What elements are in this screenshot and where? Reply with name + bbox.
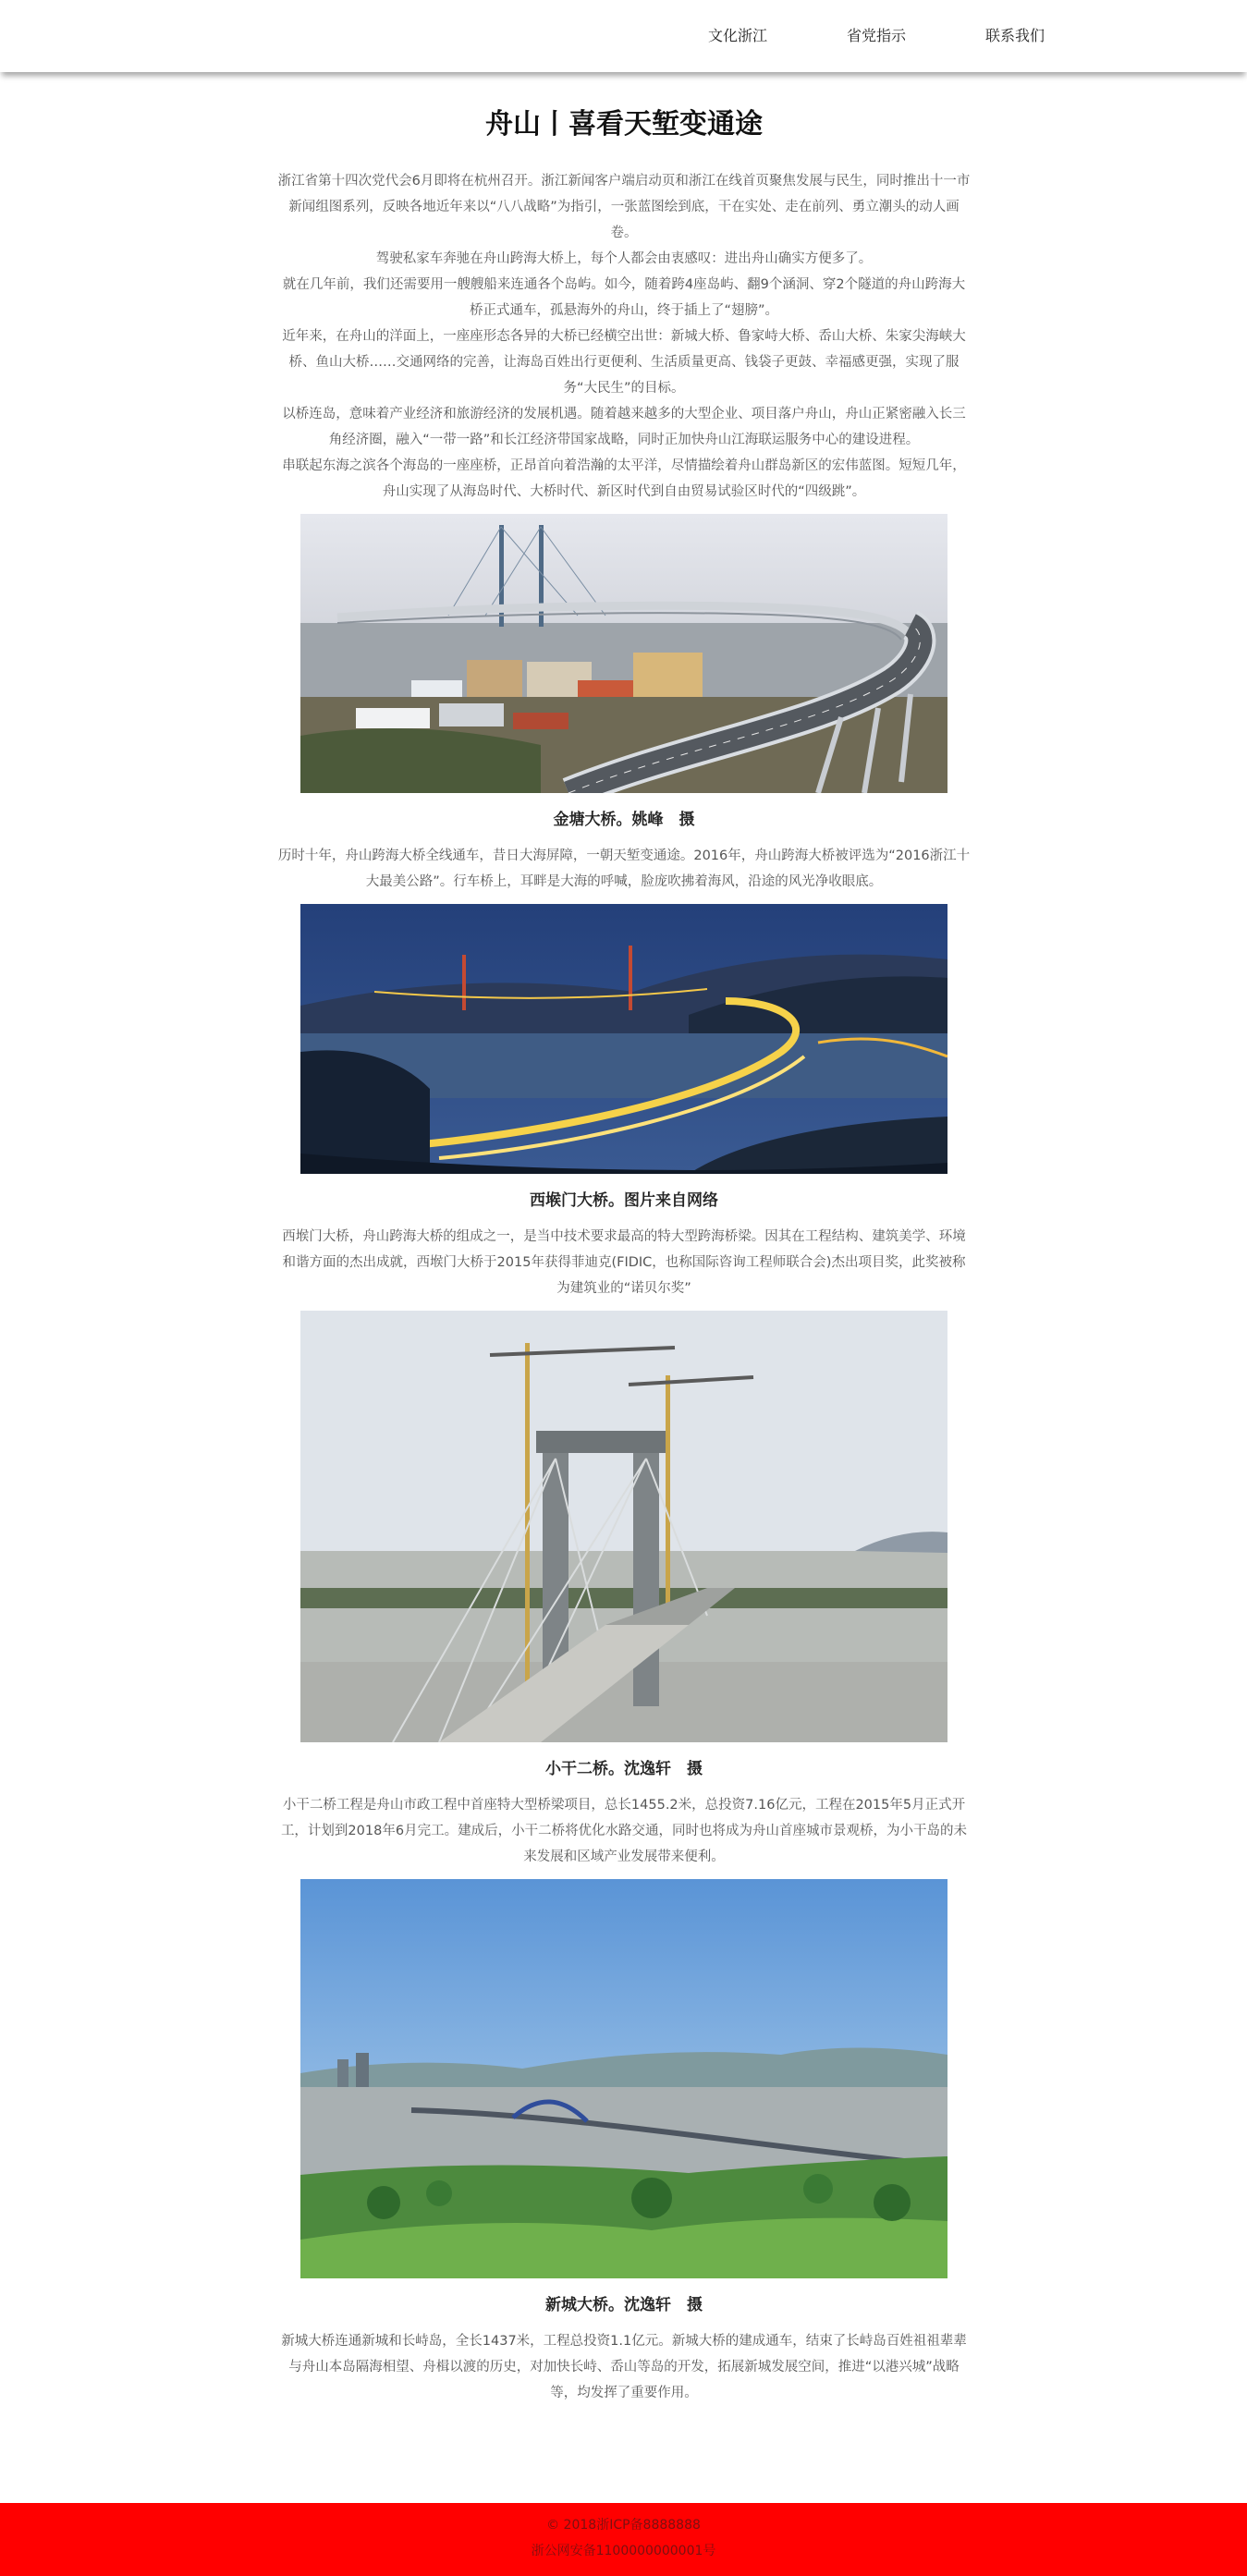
photo-jintang-bridge (300, 514, 947, 793)
page-footer (0, 2503, 1247, 2576)
footer-police-record: 浙公网安备1100000000001号 (531, 2544, 716, 2558)
intro-paragraph: 浙江省第十四次党代会6月即将在杭州召开。浙江新闻客户端启动页和浙江在线首页聚焦发展与民生，同时推出十一市新闻组图系列，反映各地近年来以“八八战略”为指引，一张蓝图绘到底，干在实处、走在前列、勇立潮头的动人画卷。 (277, 174, 971, 240)
section-paragraph: 西堠门大桥，舟山跨海大桥的组成之一，是当中技术要求最高的特大型跨海桥梁。因其在工程结构、建筑美学、环境和谐方面的杰出成就，西堠门大桥于2015年获得菲迪克(FIDIC，也称国际咨询工程师联合会)杰出项目奖，此奖被称为建筑业的“诺贝尔奖” (282, 1229, 966, 1296)
photo-xincheng-bridge (300, 1879, 947, 2278)
nav-link-culture[interactable]: 文化浙江 (708, 27, 768, 44)
intro-paragraph: 驾驶私家车奔驰在舟山跨海大桥上，每个人都会由衷感叹：进出舟山确实方便多了。 (375, 251, 873, 266)
section-paragraph: 小干二桥工程是舟山市政工程中首座特大型桥梁项目，总长1455.2米，总投资7.16亿元，工程在2015年5月正式开工，计划到2018年6月完工。建成后，小干二桥将优化水路交通，同时也将成为舟山首座城市景观桥，为小干岛的未来发展和区域产业发展带来便利。 (280, 1798, 968, 1864)
photo-caption: 西堠门大桥。图片来自网络 (530, 1191, 718, 1210)
photo-caption: 小干二桥。沈逸轩 摄 (545, 1760, 703, 1778)
photo-caption: 新城大桥。沈逸轩 摄 (545, 2296, 703, 2314)
footer-icp: © 2018浙ICP备8888888 (546, 2518, 701, 2533)
intro-paragraph: 以桥连岛，意味着产业经济和旅游经济的发展机遇。随着越来越多的大型企业、项目落户舟山，舟山正紧密融入长三角经济圈，融入“一带一路”和长江经济带国家战略，同时正加快舟山江海联运服务中心的建设进程。 (282, 407, 966, 447)
photo-xihoumen-bridge (300, 904, 947, 1174)
photo-caption: 金塘大桥。姚峰 摄 (553, 811, 695, 829)
article (277, 102, 971, 2406)
nav-link-contact[interactable]: 联系我们 (985, 27, 1045, 44)
article-intro (277, 168, 971, 505)
photo-xiaogan-bridge (300, 1311, 947, 1742)
intro-paragraph: 就在几年前，我们还需要用一艘艘船来连通各个岛屿。如今，随着跨4座岛屿、翻9个涵洞、穿2个隧道的舟山跨海大桥正式通车，孤悬海外的舟山，终于插上了“翅膀”。 (282, 277, 966, 318)
top-navbar (0, 0, 1247, 72)
section-paragraph: 新城大桥连通新城和长峙岛，全长1437米，工程总投资1.1亿元。新城大桥的建成通车，结束了长峙岛百姓祖祖辈辈与舟山本岛隔海相望、舟楫以渡的历史，对加快长峙、岙山等岛的开发，拓展新城发展空间，推进“以港兴城”战略等，均发挥了重要作用。 (281, 2334, 967, 2400)
intro-paragraph: 近年来，在舟山的洋面上，一座座形态各异的大桥已经横空出世：新城大桥、鲁家峙大桥、岙山大桥、朱家尖海峡大桥、鱼山大桥……交通网络的完善，让海岛百姓出行更便利、生活质量更高、钱袋子更鼓、幸福感更强，实现了服务“大民生”的目标。 (282, 329, 966, 396)
nav-link-party-guidance[interactable]: 省党指示 (847, 27, 907, 44)
section-paragraph: 历时十年，舟山跨海大桥全线通车，昔日大海屏障，一朝天堑变通途。2016年，舟山跨海大桥被评选为“2016浙江十大最美公路”。行车桥上，耳畔是大海的呼喊，脸庞吹拂着海风，沿途的风光净收眼底。 (277, 848, 971, 889)
intro-paragraph: 串联起东海之滨各个海岛的一座座桥，正昂首向着浩瀚的太平洋，尽情描绘着舟山群岛新区的宏伟蓝图。短短几年，舟山实现了从海岛时代、大桥时代、新区时代到自由贸易试验区时代的“四级跳”。 (282, 458, 966, 499)
article-title: 舟山丨喜看天堑变通途 (485, 108, 763, 140)
